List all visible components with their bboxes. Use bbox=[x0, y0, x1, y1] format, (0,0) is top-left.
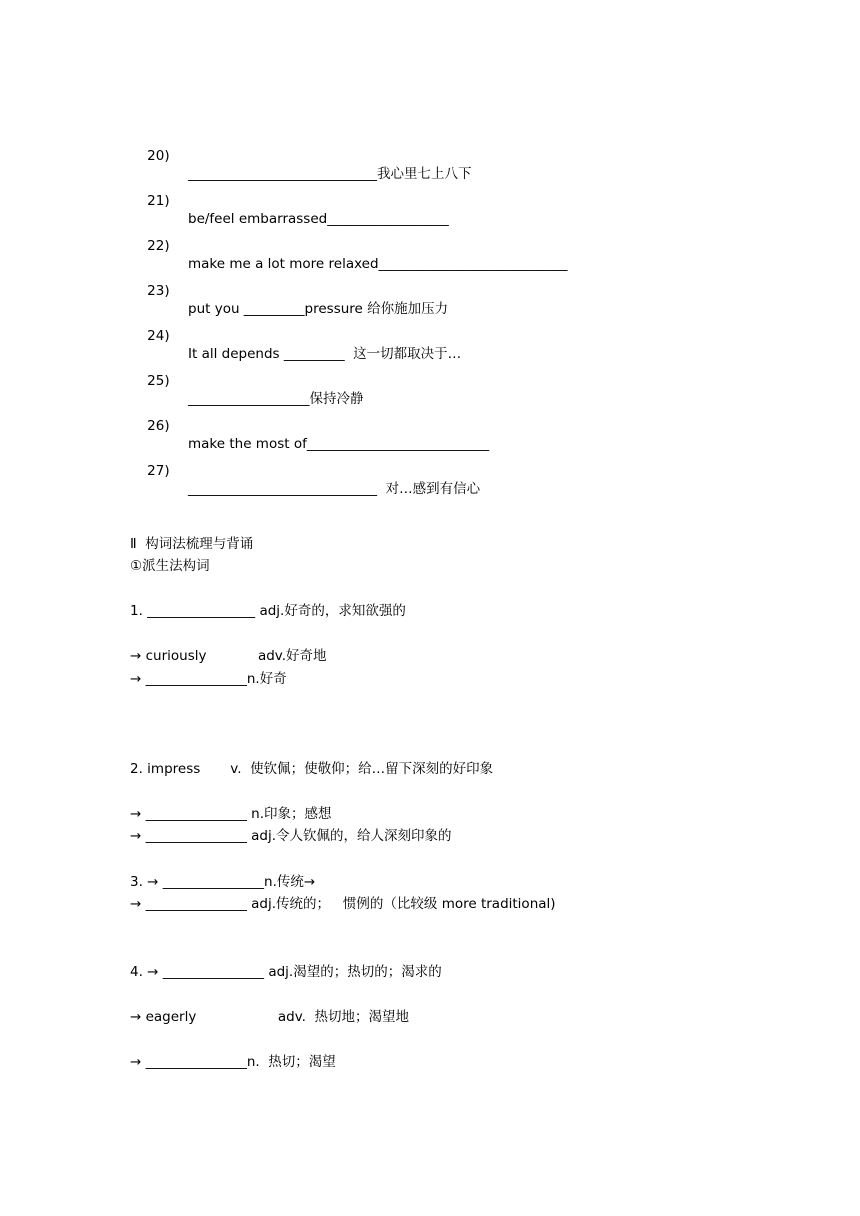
list-item bbox=[130, 444, 481, 516]
exercise-line: 2. impress v. 使钦佩；使敬仰；给…留下深刻的好印象 bbox=[130, 761, 494, 777]
exercise-line: 4. → _______________ adj.渴望的；热切的；渴求的 bbox=[130, 964, 442, 980]
exercise-line: → _______________ adj.传统的； 惯例的（比较级 more traditional) bbox=[130, 896, 556, 912]
item-number: 23) bbox=[147, 283, 170, 299]
item-text: be/feel embarrassed__________________ bbox=[188, 211, 449, 227]
exercise-line: → _______________n. 热切；渴望 bbox=[130, 1054, 336, 1070]
item-text: ____________________________ 对…感到有信心 bbox=[188, 481, 481, 497]
exercise-line: → _______________n.好奇 bbox=[130, 671, 287, 687]
item-number: 24) bbox=[147, 328, 170, 344]
item-text: make the most of___________________________ bbox=[188, 436, 490, 452]
item-text: ____________________________我心里七上八下 bbox=[188, 166, 472, 182]
item-number: 25) bbox=[147, 373, 170, 389]
exercise-line: → _______________ adj.令人钦佩的，给人深刻印象的 bbox=[130, 828, 452, 844]
exercise-line: 1. ________________ adj.好奇的，求知欲强的 bbox=[130, 603, 406, 619]
item-text: put you _________pressure 给你施加压力 bbox=[188, 301, 449, 317]
item-text: make me a lot more relaxed____________________________ bbox=[188, 256, 568, 272]
item-number: 26) bbox=[147, 418, 170, 434]
item-number: 21) bbox=[147, 193, 170, 209]
exercise-line: 3. → _______________n.传统→ bbox=[130, 874, 316, 890]
item-text: __________________保持冷静 bbox=[188, 391, 364, 407]
item-number: 20) bbox=[147, 148, 170, 164]
exercise-line: → eagerly adv. 热切地；渴望地 bbox=[130, 1009, 410, 1025]
exercise-line: → _______________ n.印象；感想 bbox=[130, 806, 332, 822]
item-number: 27) bbox=[147, 463, 170, 479]
section-heading: Ⅱ 构词法梳理与背诵 bbox=[130, 536, 254, 552]
item-number: 22) bbox=[147, 238, 170, 254]
section-subheading: ①派生法构词 bbox=[130, 558, 210, 574]
exercise-line: → curiously adv.好奇地 bbox=[130, 648, 327, 664]
item-text: It all depends _________ 这一切都取决于… bbox=[188, 346, 462, 362]
